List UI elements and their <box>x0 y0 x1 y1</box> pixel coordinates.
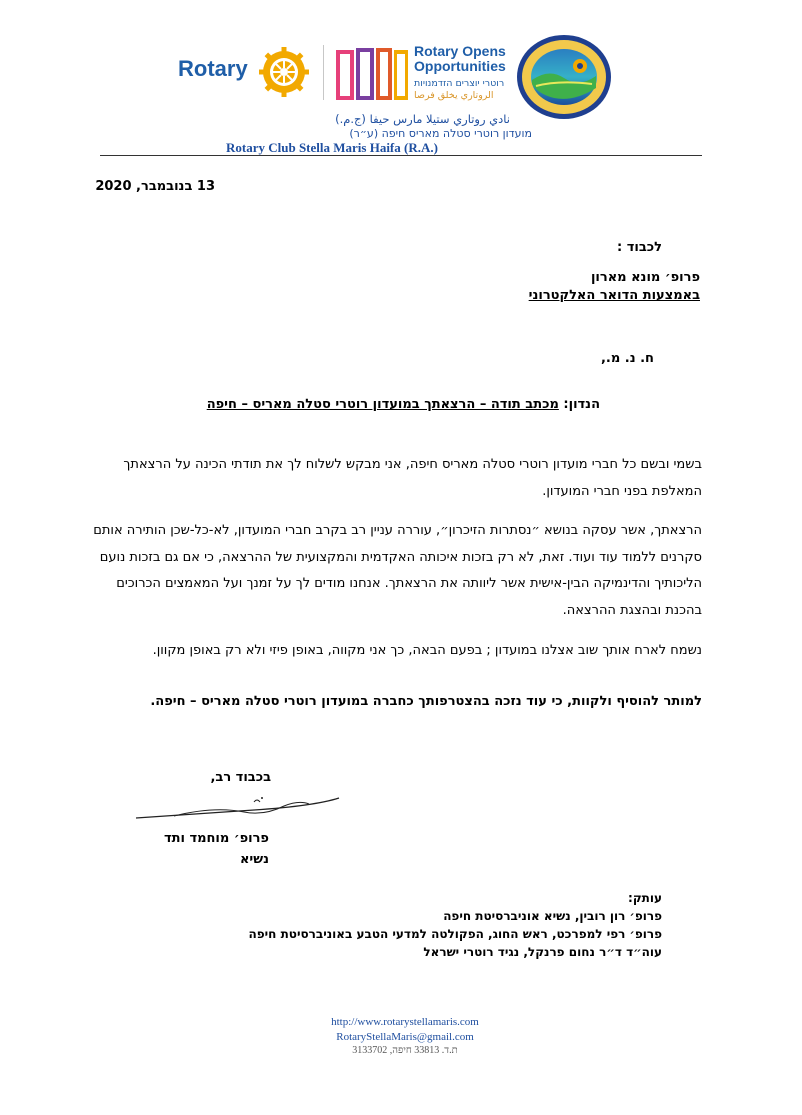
addressee-block <box>0 269 700 305</box>
footer <box>285 1015 525 1059</box>
signer-block <box>0 828 269 870</box>
roo-arabic: الروتاري يخلق فرصا <box>414 90 494 101</box>
rotary-wordmark: Rotary <box>178 56 248 81</box>
delivery-method: באמצעות הדואר האלקטרוני <box>528 288 700 303</box>
club-name-english: Rotary Club Stella Maris Haifa (R.A.) <box>226 140 438 155</box>
roo-hebrew: רוטרי יוצרים הזדמנויות <box>414 78 505 89</box>
opportunities-doors-icon <box>334 46 410 106</box>
cc-label: עותק: <box>628 891 662 905</box>
recipient-name: פרופ׳ מונא מארון <box>590 270 700 285</box>
roo-title-line2: Opportunities <box>414 58 506 74</box>
cc-block <box>0 889 662 961</box>
cc-item: עוה״ד ד״ר נחום פרנקל, נגיד רוטרי ישראל <box>423 945 662 959</box>
club-name-arabic: نادي روتاري ستيلا مارس حيفا (ج.م.) <box>335 112 510 126</box>
body-paragraph-1: בשמי ובשם כל חברי מועדון רוטרי סטלה מאריס חיפה, אני מבקש לשלוח לך את תודתי הכינה על הרצאתך המאלפת בפני חברי המועדון. <box>123 457 702 499</box>
closing: בכבוד רב, <box>210 770 271 785</box>
club-badge-icon <box>514 32 614 126</box>
body-paragraph-3: נשמח לארח אותך שוב אצלנו במועדון ; בפעם הבאה, כך אני מקווה, באופן פיזי ולא רק באופן מקוון. <box>152 643 702 658</box>
handwritten-signature <box>134 792 344 830</box>
header-divider <box>100 155 702 156</box>
letter-date: 13 בנובמבר, 2020 <box>95 179 215 194</box>
body-paragraph-4: למותר להוסיף ולקוות, כי עוד נזכה בהצטרפותך כחברה במועדון רוטרי סטלה מאריס – חיפה. <box>150 694 702 709</box>
subject-text: מכתב תודה – הרצאתך במועדון רוטרי סטלה מאריס – חיפה <box>206 397 559 412</box>
signer-title: נשיא <box>239 852 269 867</box>
signer-name: פרופ׳ מוחמד ותד <box>163 831 269 846</box>
body-paragraph-2: הרצאתך, אשר עסקה בנושא ״נסתרות הזיכרון״, עוררה עניין רב בקרב חברי המועדון, לא-כל-שכן הותירה אותם סקרנים ללמוד עוד ועוד. זאת, לא רק בזכות איכותה האקדמית והמקצועית של ההרצאה, כי אם גם בזכות נועם הליכותיך והדינמיקה הבין-אישית אשר ליוותה את הרצאתך. אנחנו מודים לך על זמנך ועל המאמצים הכרוכים בהכנת ובהצגת ההרצאה. <box>93 523 702 618</box>
subject-label: הנדון: <box>563 397 600 412</box>
club-name-hebrew: מועדון רוטרי סטלה מאריס חיפה (ע״ר) <box>349 127 532 140</box>
cc-item: פרופ׳ רון רובין, נשיא אוניברסיטת חיפה <box>443 909 662 923</box>
footer-email-link[interactable]: RotaryStellaMaris@gmail.com <box>336 1030 474 1043</box>
logo-divider <box>323 45 324 100</box>
subject-line <box>0 392 600 417</box>
footer-address: ת.ד. 33813 חיפה, 3133702 <box>352 1045 458 1056</box>
footer-website-link[interactable]: http://www.rotarystellamaris.com <box>331 1016 479 1028</box>
cc-item: פרופ׳ רפי למפרכט, ראש החוג, הפקולטה למדעי הטבע באוניברסיטת חיפה <box>248 927 662 941</box>
salutation: ח. נ. מ., <box>600 351 654 366</box>
to-label: לכבוד : <box>617 240 662 255</box>
roo-title <box>414 44 506 74</box>
rotary-wheel-icon <box>258 46 310 102</box>
roo-title-line1: Rotary Opens <box>414 43 506 59</box>
